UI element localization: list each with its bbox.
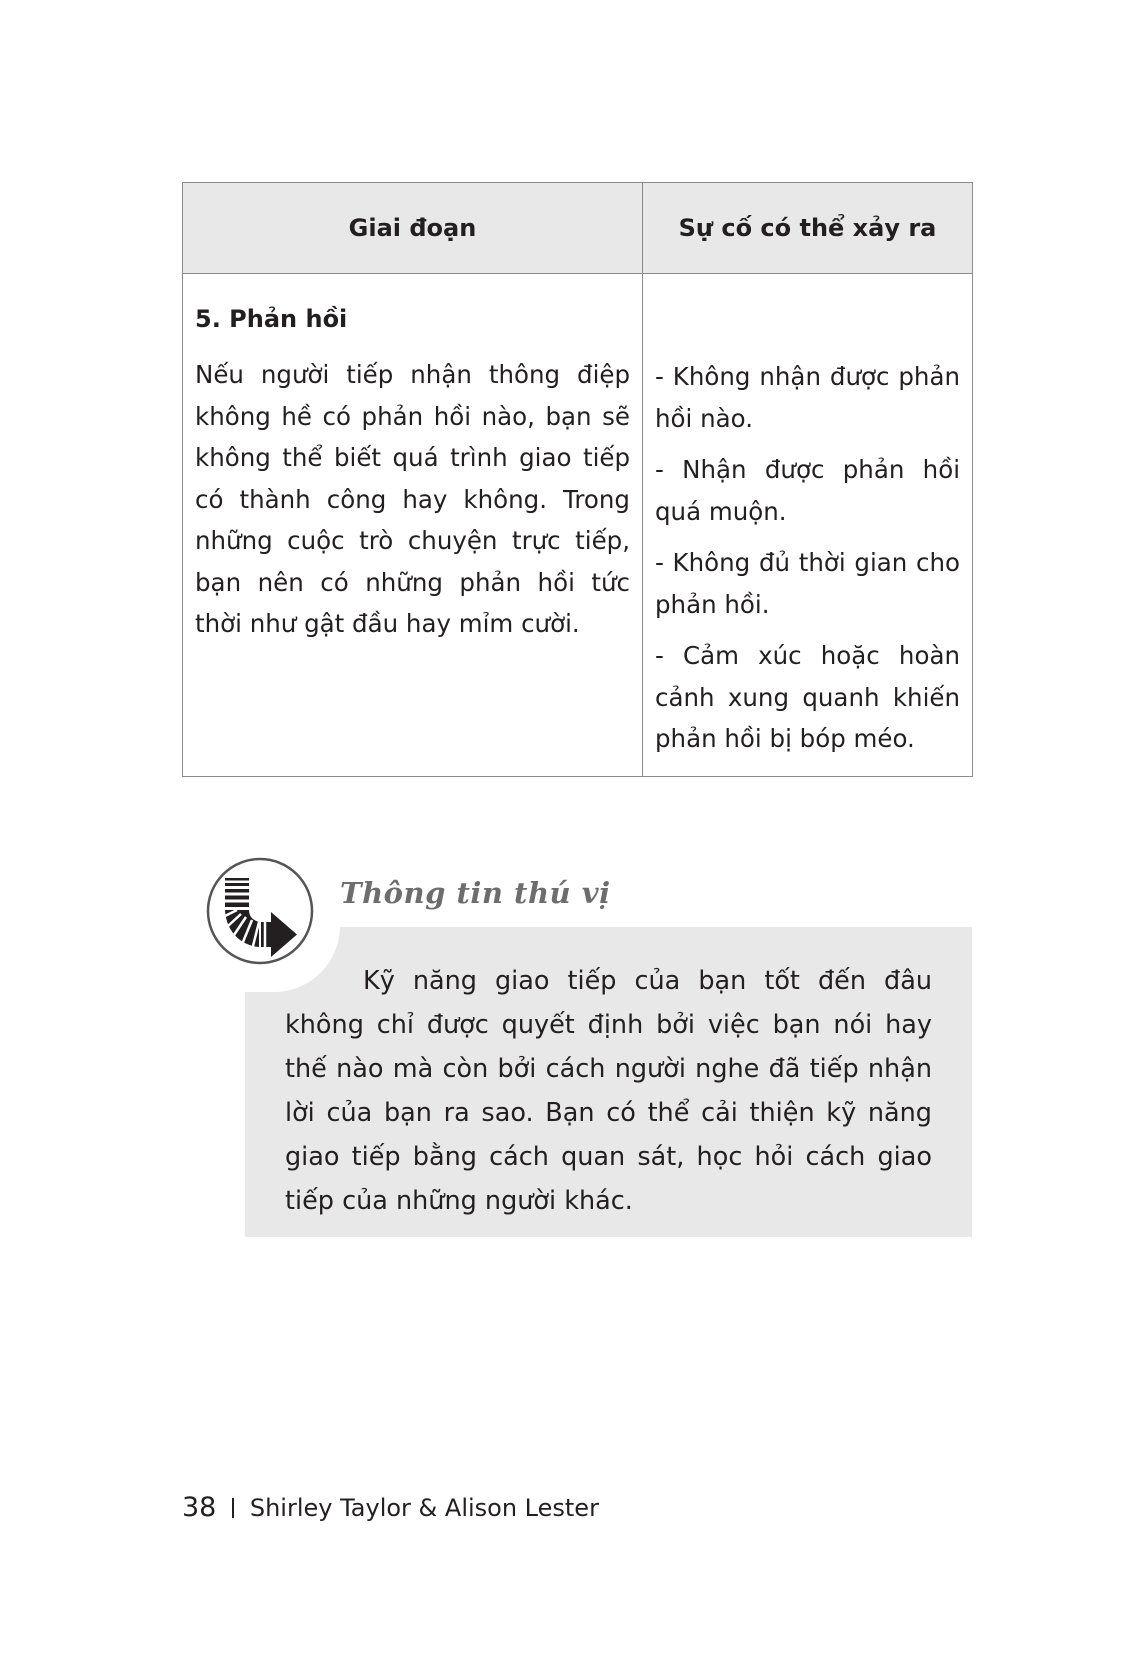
stage-cell bbox=[183, 274, 643, 777]
footer-authors: Shirley Taylor & Alison Lester bbox=[249, 1494, 599, 1522]
issues-cell bbox=[643, 274, 973, 777]
fact-text: Kỹ năng giao tiếp của bạn tốt đến đâu không chỉ được quyết định bởi việc bạn nói hay thế nào mà còn bởi cách người nghe đã tiếp nhận lời của bạn ra sao. Bạn có thể cải thiện kỹ năng giao tiếp bằng cách quan sát, học hỏi cách giao tiếp của những người khác. bbox=[285, 966, 932, 1216]
stage-table bbox=[182, 182, 973, 777]
table-row bbox=[183, 274, 973, 777]
stage-description: Nếu người tiếp nhận thông điệp không hề có phản hồi nào, bạn sẽ không thể biết quá trình giao tiếp có thành công hay không. Trong những cuộc trò chuyện trực tiếp, bạn nên có những phản hồi tức thời như gật đầu hay mỉm cười. bbox=[195, 360, 630, 638]
page-number: 38 bbox=[182, 1492, 217, 1523]
page-footer bbox=[182, 1492, 599, 1523]
issue-item: - Cảm xúc hoặc hoàn cảnh xung quanh khiến phản hồi bị bóp méo. bbox=[655, 641, 960, 753]
fact-title: Thông tin thú vị bbox=[340, 876, 611, 910]
issue-item: - Không đủ thời gian cho phản hồi. bbox=[655, 548, 960, 619]
footer-separator bbox=[232, 1498, 234, 1518]
curved-arrow-icon bbox=[205, 856, 315, 966]
issue-item: - Không nhận được phản hồi nào. bbox=[655, 362, 960, 433]
stage-name: 5. Phản hồi bbox=[195, 305, 348, 333]
header-stage: Giai đoạn bbox=[183, 183, 643, 274]
header-issues: Sự cố có thể xảy ra bbox=[643, 183, 973, 274]
table-header-row bbox=[183, 183, 973, 274]
issue-item: - Nhận được phản hồi quá muộn. bbox=[655, 455, 960, 526]
fact-box bbox=[245, 927, 972, 1237]
